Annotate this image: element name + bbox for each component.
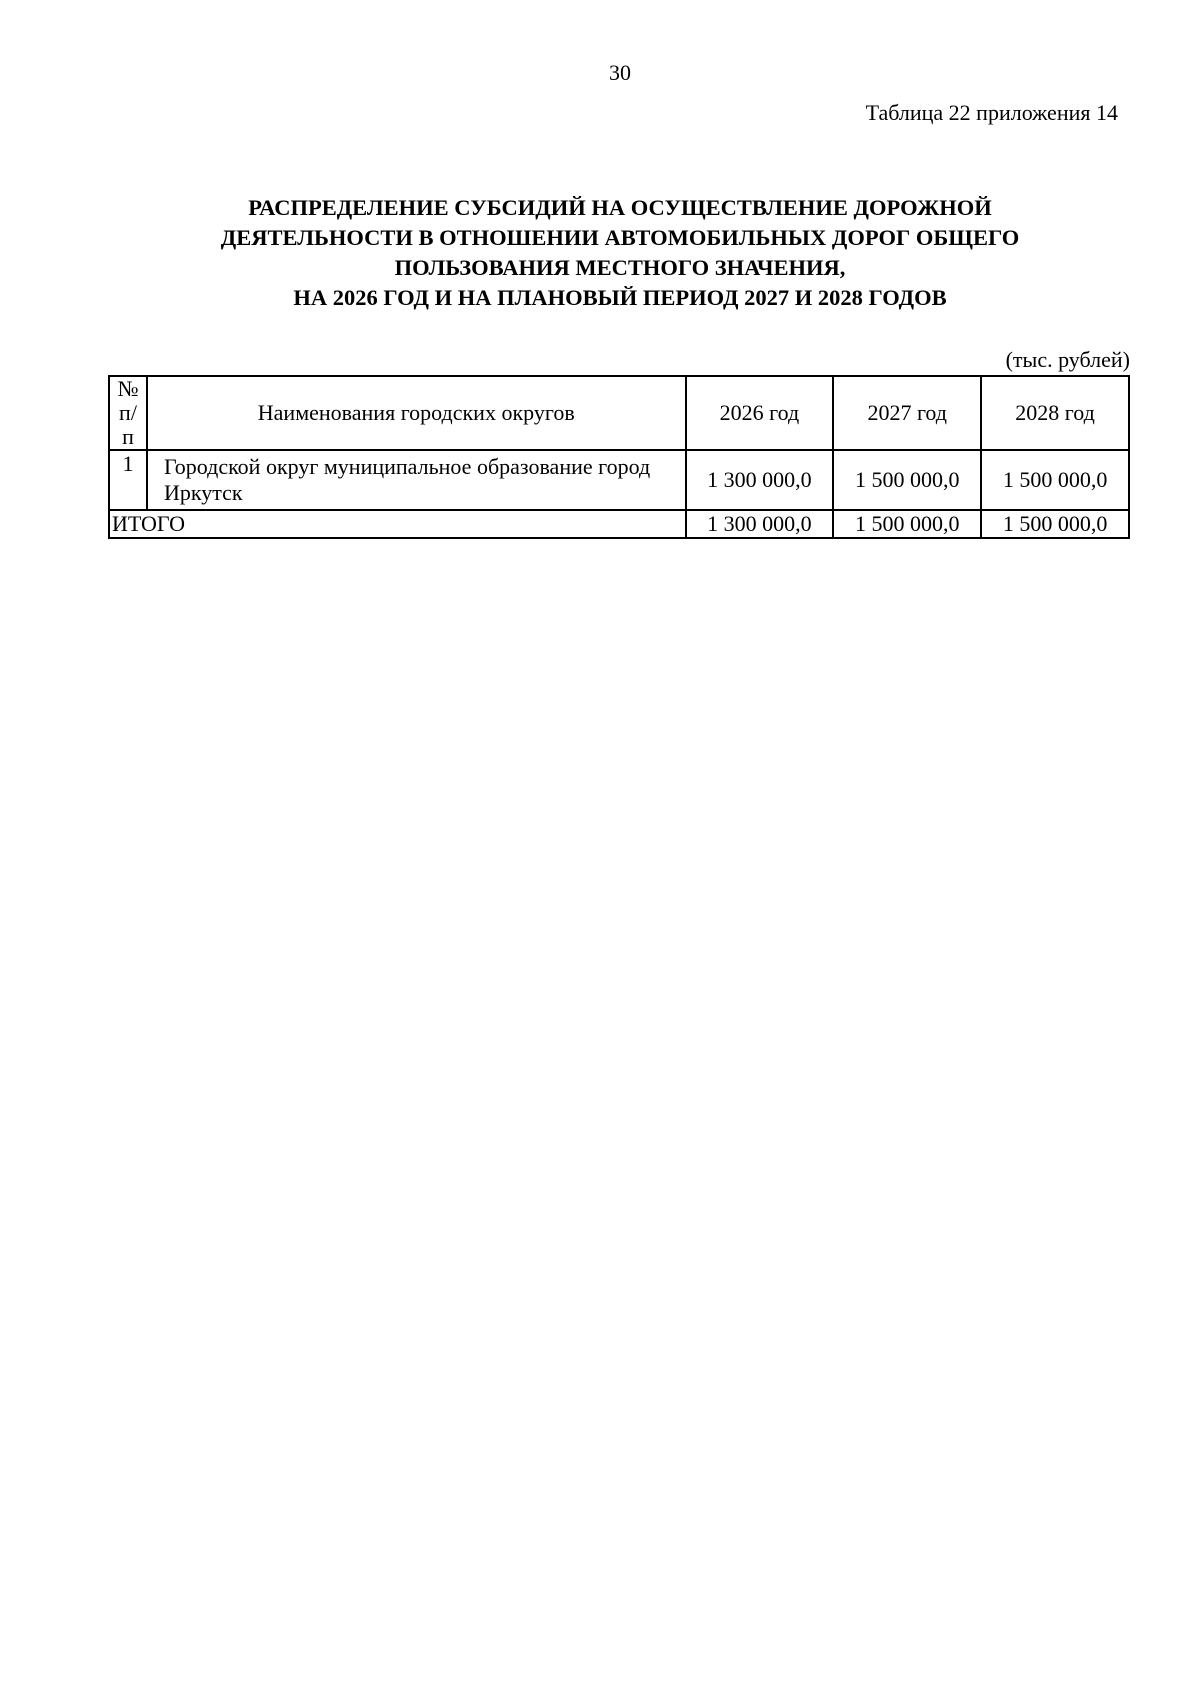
row-value-2026: 1 300 000,0 bbox=[686, 450, 834, 510]
title-line: РАСПРЕДЕЛЕНИЕ СУБСИДИЙ НА ОСУЩЕСТВЛЕНИЕ ДОРОЖНОЙ bbox=[248, 195, 992, 220]
row-number: 1 bbox=[109, 450, 147, 510]
title-line: НА 2026 ГОД И НА ПЛАНОВЫЙ ПЕРИОД 2027 И 2028 ГОДОВ bbox=[293, 285, 947, 310]
row-name: Городской округ муниципальное образование город Иркутск bbox=[147, 450, 686, 510]
table-header-row bbox=[109, 376, 1129, 450]
subsidy-distribution-table bbox=[108, 375, 1130, 539]
total-value-2028: 1 500 000,0 bbox=[981, 510, 1129, 538]
table-caption: Таблица 22 приложения 14 bbox=[865, 100, 1118, 125]
document-title bbox=[100, 193, 1140, 313]
title-line: ДЕЯТЕЛЬНОСТИ В ОТНОШЕНИИ АВТОМОБИЛЬНЫХ ДОРОГ ОБЩЕГО bbox=[220, 225, 1020, 250]
page-number: 30 bbox=[609, 60, 631, 85]
header-name: Наименования городских округов bbox=[147, 376, 686, 450]
header-2028: 2028 год bbox=[981, 376, 1129, 450]
table-row bbox=[109, 450, 1129, 510]
header-number-sign: № bbox=[117, 376, 139, 401]
row-value-2027: 1 500 000,0 bbox=[833, 450, 981, 510]
header-2027: 2027 год bbox=[833, 376, 981, 450]
total-label: ИТОГО bbox=[109, 510, 686, 538]
header-2026: 2026 год bbox=[686, 376, 834, 450]
total-row bbox=[109, 510, 1129, 538]
units-label: (тыс. рублей) bbox=[1005, 347, 1130, 372]
header-number-pp: п/п bbox=[119, 400, 137, 449]
row-value-2028: 1 500 000,0 bbox=[981, 450, 1129, 510]
total-value-2027: 1 500 000,0 bbox=[833, 510, 981, 538]
title-line: ПОЛЬЗОВАНИЯ МЕСТНОГО ЗНАЧЕНИЯ, bbox=[394, 255, 846, 280]
header-number bbox=[109, 376, 147, 450]
total-value-2026: 1 300 000,0 bbox=[686, 510, 834, 538]
